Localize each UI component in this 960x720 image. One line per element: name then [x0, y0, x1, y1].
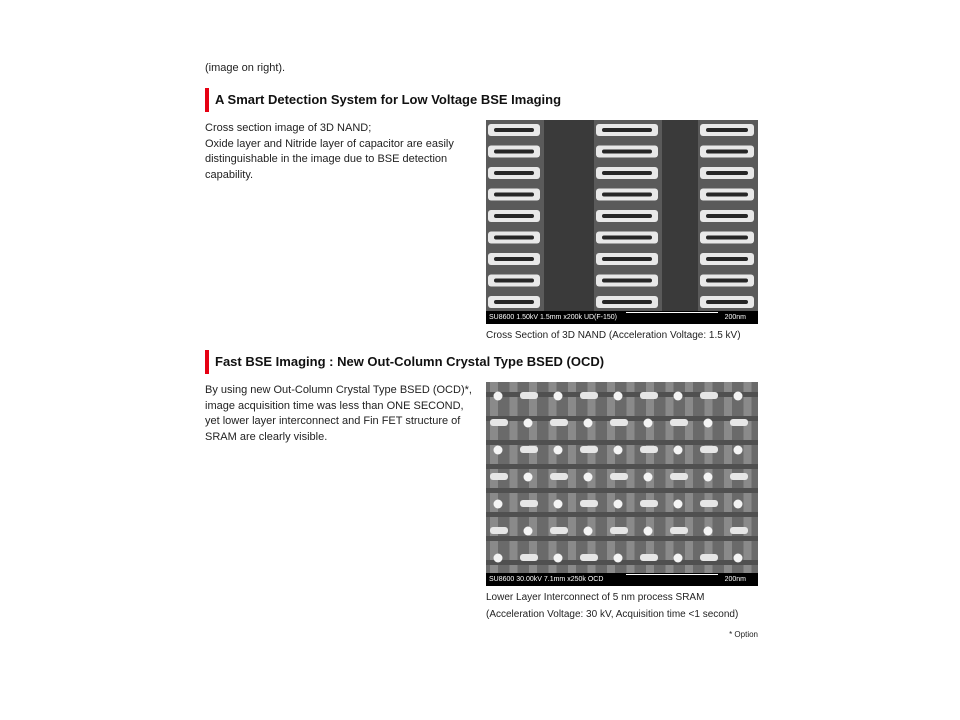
nand-layer-gap — [494, 236, 534, 240]
nand-layer-gap — [602, 214, 652, 218]
sram-contact — [554, 554, 563, 563]
sem-info-bar — [486, 311, 758, 324]
sram-contact — [644, 419, 653, 428]
sram-contact — [494, 554, 503, 563]
sram-contact — [674, 554, 683, 563]
sram-fin — [510, 382, 518, 586]
sram-interconnect — [490, 473, 508, 480]
sram-interconnect — [580, 554, 598, 561]
nand-layer-gap — [706, 236, 748, 240]
sram-contact — [734, 446, 743, 455]
sram-contact — [674, 392, 683, 401]
sram-interconnect — [610, 419, 628, 426]
sram-interconnect — [700, 392, 718, 399]
sram-contact — [674, 500, 683, 509]
nand-layer-gap — [494, 193, 534, 197]
sram-contact — [734, 500, 743, 509]
nand-layer-gap — [494, 150, 534, 154]
nand-layer-gap — [706, 128, 748, 132]
sram-interconnect — [520, 500, 538, 507]
sram-interconnect — [610, 527, 628, 534]
section-heading-low-voltage-bse: A Smart Detection System for Low Voltage BSE Imaging — [205, 88, 561, 112]
section-heading-fast-bse-ocd: Fast BSE Imaging : New Out-Column Crystal Type BSED (OCD) — [205, 350, 604, 374]
sram-contact — [584, 527, 593, 536]
sram-interconnect — [640, 554, 658, 561]
section1-description — [205, 121, 475, 183]
sem-info-bar — [486, 573, 758, 586]
nand-layer-gap — [706, 257, 748, 261]
sram-contact — [704, 473, 713, 482]
sram-interconnect — [520, 554, 538, 561]
section2-description — [205, 383, 475, 445]
sram-contact — [554, 392, 563, 401]
sram-contact — [644, 527, 653, 536]
caption-line-2: (Acceleration Voltage: 30 kV, Acquisition time <1 second) — [486, 609, 739, 620]
sram-interconnect — [490, 419, 508, 426]
section1-line-1: Cross section image of 3D NAND; — [205, 122, 372, 134]
nand-layer-gap — [494, 257, 534, 261]
nand-layer-gap — [602, 257, 652, 261]
sram-contact — [584, 473, 593, 482]
sram-contact — [644, 473, 653, 482]
nand-cross-section-graphic — [486, 120, 758, 324]
sram-contact — [704, 419, 713, 428]
sram-fin — [568, 382, 576, 586]
nand-layer-gap — [602, 171, 652, 175]
sram-contact — [554, 446, 563, 455]
sram-interconnect — [580, 446, 598, 453]
sram-contact — [584, 419, 593, 428]
sram-contact — [494, 446, 503, 455]
nand-layer-gap — [602, 150, 652, 154]
sram-interconnect — [580, 392, 598, 399]
nand-layer-gap — [706, 171, 748, 175]
sram-fin — [724, 382, 732, 586]
sram-interconnect — [670, 527, 688, 534]
sram-gate — [486, 440, 758, 445]
sram-contact — [614, 446, 623, 455]
nand-layer-gap — [602, 193, 652, 197]
sram-gate — [486, 536, 758, 541]
sram-contact — [704, 527, 713, 536]
sem-info-text: SU8600 1.50kV 1.5mm x200k UD(F-150) — [489, 314, 617, 321]
sem-image-sram — [486, 382, 758, 586]
sram-interconnect — [700, 500, 718, 507]
sram-contact — [494, 392, 503, 401]
sram-interconnect — [520, 392, 538, 399]
nand-layer-gap — [706, 300, 748, 304]
sram-interconnect — [550, 473, 568, 480]
sram-contact — [524, 473, 533, 482]
sram-interconnect — [520, 446, 538, 453]
sem-image-3d-nand — [486, 120, 758, 324]
section2-body: By using new Out-Column Crystal Type BSED (OCD)*, image acquisition time was less than ONE SECOND, yet lower layer interconnect and Fin FET structure of SRAM are clearly visible. — [205, 384, 472, 443]
sram-gate — [486, 488, 758, 493]
nand-layer-gap — [602, 279, 652, 283]
nand-layer-gap — [706, 150, 748, 154]
sram-interconnect — [640, 392, 658, 399]
sram-interconnect — [700, 554, 718, 561]
figure-sram — [486, 382, 758, 623]
caption-line-1: Lower Layer Interconnect of 5 nm process SRAM — [486, 592, 705, 603]
nand-layer-gap — [706, 214, 748, 218]
sram-interconnect — [580, 500, 598, 507]
nand-layer-gap — [602, 128, 652, 132]
nand-layer-gap — [602, 236, 652, 240]
sram-interconnect — [550, 419, 568, 426]
sram-contact — [734, 554, 743, 563]
sram-interconnect — [670, 419, 688, 426]
nand-layer-gap — [494, 171, 534, 175]
sram-fin — [744, 382, 752, 586]
sram-fin — [607, 382, 615, 586]
sram-interconnect-graphic — [486, 382, 758, 586]
sram-interconnect — [550, 527, 568, 534]
scale-label: 200nm — [724, 576, 746, 583]
nand-layer-gap — [706, 193, 748, 197]
sram-interconnect — [610, 473, 628, 480]
sram-interconnect — [730, 527, 748, 534]
figure-caption-3d-nand: Cross Section of 3D NAND (Acceleration Voltage: 1.5 kV) — [486, 330, 741, 341]
scale-label: 200nm — [724, 314, 746, 321]
sram-contact — [614, 554, 623, 563]
sram-gate — [486, 464, 758, 469]
clipped-previous-text: (image on right). — [205, 62, 286, 74]
sram-fin — [685, 382, 693, 586]
sram-fin — [666, 382, 674, 586]
sram-interconnect — [490, 527, 508, 534]
sram-interconnect — [730, 473, 748, 480]
sram-contact — [734, 392, 743, 401]
scale-ticks — [626, 574, 718, 579]
figure-3d-nand — [486, 120, 758, 344]
nand-layer-gap — [602, 300, 652, 304]
footnote-option: * Option — [729, 630, 758, 639]
sem-info-text: SU8600 30.00kV 7.1mm x250k OCD — [489, 576, 604, 583]
sram-contact — [524, 419, 533, 428]
sram-interconnect — [640, 446, 658, 453]
sram-interconnect — [640, 500, 658, 507]
sram-contact — [614, 500, 623, 509]
sram-gate — [486, 512, 758, 517]
sram-contact — [494, 500, 503, 509]
sram-interconnect — [730, 419, 748, 426]
figure-caption-sram — [486, 589, 758, 623]
nand-layer-gap — [494, 128, 534, 132]
sram-contact — [554, 500, 563, 509]
scale-ticks — [626, 312, 718, 317]
sram-contact — [524, 527, 533, 536]
sram-interconnect — [670, 473, 688, 480]
section1-line-2: Oxide layer and Nitride layer of capacitor are easily distinguishable in the image due to BSE detection capability. — [205, 137, 454, 181]
nand-layer-gap — [494, 300, 534, 304]
sram-fin — [627, 382, 635, 586]
nand-layer-gap — [494, 214, 534, 218]
sram-interconnect — [700, 446, 718, 453]
nand-layer-gap — [706, 279, 748, 283]
sram-contact — [674, 446, 683, 455]
sram-contact — [614, 392, 623, 401]
nand-layer-gap — [494, 279, 534, 283]
